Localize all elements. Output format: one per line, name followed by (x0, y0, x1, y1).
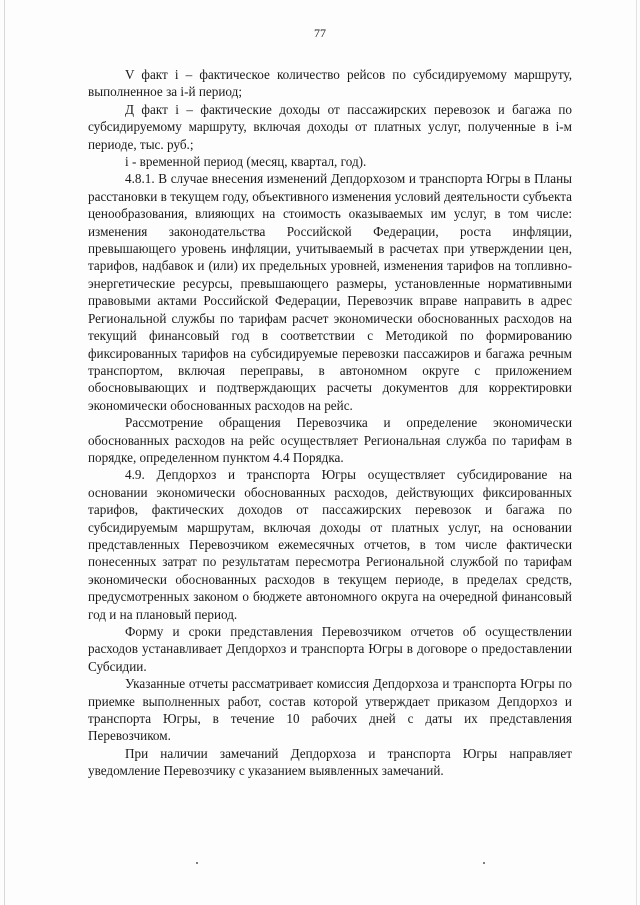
paragraph-4-8-1: 4.8.1. В случае внесения изменений Депдорхозом и транспорта Югры в Планы расстановки в текущем году, объективного изменения условий деятельности субъекта ценообразования, влияющих на стоимость оказываемых им услуг, в том числе: изменения законодательства Российской Федерации, роста инфляции, превышающего уровень инфляции, учитываемый в расчетах при утверждении цен, тарифов, надбавок и (или) их предельных уровней, изменения тарифов на топливно-энергетические ресурсы, превышающего размеры, установленные нормативными правовыми актами Российской Федерации, Перевозчик вправе направить в адрес Региональной службы по тарифам расчет экономически обоснованных расходов на текущий финансовый год в соответствии с Методикой по формированию фиксированных тарифов на субсидируемые перевозки пассажиров и багажа речным транспортом, включая переправы, в автономном округе с приложением обосновывающих и подтверждающих расчеты документов для корректировки экономически обоснованных расходов на рейс. (88, 171, 572, 413)
scan-speck-right (483, 862, 485, 864)
paragraph-v-fact: V факт i – фактическое количество рейсов по субсидируемому маршруту, выполненное за i-й период; (88, 67, 572, 100)
paragraph-report-form: Форму и сроки представления Перевозчиком отчетов об осуществлении расходов устанавливает Депдорхоз и транспорта Югры в договоре о предоставлении Субсидии. (88, 624, 572, 674)
paragraph-time-period: i - временной период (месяц, квартал, год). (125, 154, 367, 170)
page-number: 77 (314, 26, 326, 40)
paragraph-d-fact: Д факт i – фактические доходы от пассажирских перевозок и багажа по субсидируемому маршруту, включая доходы от платных услуг, полученные в i-м периоде, тыс. руб.; (88, 101, 572, 152)
paragraph-remarks: При наличии замечаний Депдорхоза и транспорта Югры направляет уведомление Перевозчику с указанием выявленных замечаний. (88, 745, 572, 779)
paragraph-review: Рассмотрение обращения Перевозчика и определение экономически обоснованных расходов на рейс осуществляет Региональная служба по тарифам в порядке, определенном пунктом 4.4 Порядка. (88, 415, 572, 465)
scan-edge-left (4, 0, 5, 905)
scan-edge-right (636, 0, 637, 905)
document-body (88, 66, 572, 780)
paragraph-4-9: 4.9. Депдорхоз и транспорта Югры осуществляет субсидирование на основании экономически обоснованных расходов, действующих фиксированных тарифов, фактических доходов от пассажирских перевозок и багажа по субсидируемым маршрутам, включая доходы от платных услуг, на основании представленных Перевозчиком ежемесячных отчетов, в том числе фактически понесенных затрат по результатам пересмотра Региональной службой по тарифам экономически обоснованных расходов в текущем периоде, в пределах средств, предусмотренных законом о бюджете автономного округа на очередной финансовый год и на плановый период. (88, 467, 572, 622)
scan-speck-left (196, 862, 198, 864)
paragraph-commission: Указанные отчеты рассматривает комиссия Депдорхоза и транспорта Югры по приемке выполненных работ, состав которой утверждает приказом Депдорхоз и транспорта Югры, в течение 10 рабочих дней с даты их представления Перевозчиком. (88, 676, 572, 744)
